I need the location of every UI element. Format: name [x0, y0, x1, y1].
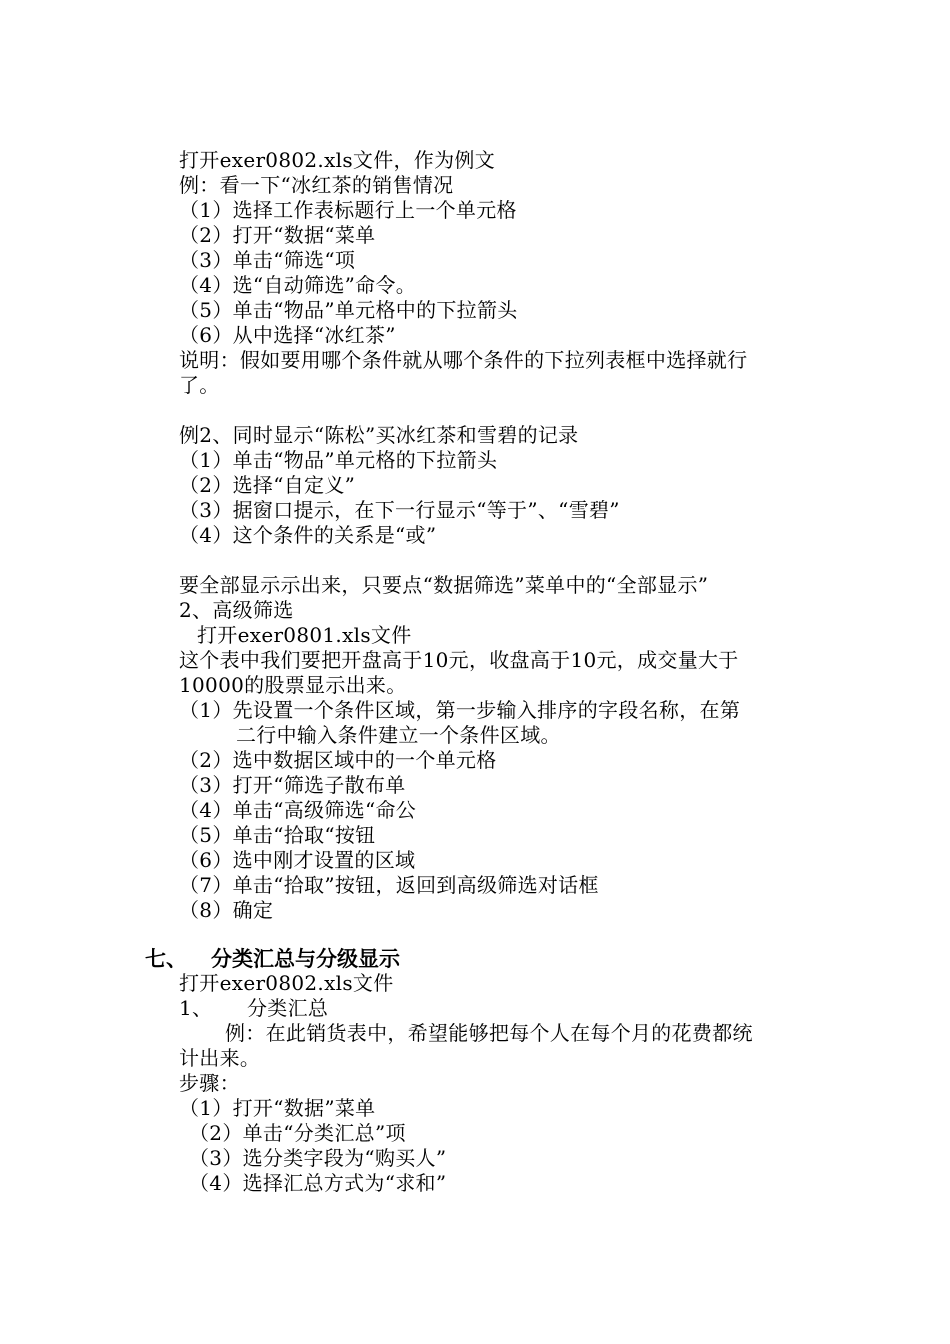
text-line-description: 10000的股票显示出来。 — [179, 673, 407, 697]
text-line-example: 例：看一下“冰红茶的销售情况 — [179, 173, 454, 197]
step-line: （1）单击“物品”单元格的下拉箭头 — [179, 448, 498, 472]
step-line: （2）选中数据区域中的一个单元格 — [179, 748, 497, 772]
text-line-example: 例：在此销货表中，希望能够把每个人在每个月的花费都统 — [225, 1021, 753, 1045]
text-line-example: 计出来。 — [179, 1046, 261, 1070]
step-line: （1）先设置一个条件区域，第一步输入排序的字段名称，在第 — [179, 698, 741, 722]
section-heading — [145, 946, 400, 972]
step-line: （4）选择汇总方式为“求和” — [189, 1171, 447, 1195]
text-line-open-file: 打开exer0801.xls文件 — [197, 623, 412, 647]
section-heading-text: 分类汇总与分级显示 — [211, 946, 400, 971]
step-line: （3）单击“筛选“项 — [179, 248, 356, 272]
step-line: （2）选择“自定义” — [179, 473, 356, 497]
text-line-open-file: 打开exer0802.xls文件 — [179, 971, 394, 995]
step-line: （4）这个条件的关系是“或” — [179, 523, 437, 547]
subsection-text: 分类汇总 — [247, 996, 329, 1020]
step-line: （3）选分类字段为“购买人” — [189, 1146, 447, 1170]
text-line-show-all: 要全部显示示出来，只要点“数据筛选”菜单中的“全部显示” — [179, 573, 709, 597]
step-line: （5）单击“物品”单元格中的下拉箭头 — [179, 298, 518, 322]
section-heading-number: 七、 — [145, 946, 187, 971]
subsection-title: 2、高级筛选 — [179, 598, 294, 622]
step-line: （1）选择工作表标题行上一个单元格 — [179, 198, 517, 222]
step-line-wrap: 二行中输入条件建立一个条件区域。 — [236, 723, 561, 747]
step-line: （8）确定 — [179, 898, 274, 922]
note-line: 说明：假如要用哪个条件就从哪个条件的下拉列表框中选择就行 — [179, 348, 748, 372]
step-line: （6）选中刚才设置的区域 — [179, 848, 416, 872]
step-line: （1）打开“数据”菜单 — [179, 1096, 376, 1120]
text-line-open-file: 打开exer0802.xls文件，作为例文 — [179, 148, 496, 172]
step-line: （2）打开“数据“菜单 — [179, 223, 376, 247]
step-line: （4）单击“高级筛选“命公 — [179, 798, 417, 822]
step-line: （3）打开“筛选子散布单 — [179, 773, 406, 797]
text-line-example2: 例2、同时显示“陈松”买冰红茶和雪碧的记录 — [179, 423, 579, 447]
step-line: （4）选“自动筛选”命令。 — [179, 273, 417, 297]
subsection-title — [179, 996, 328, 1021]
step-line: （7）单击“拾取”按钮，返回到高级筛选对话框 — [179, 873, 599, 897]
subsection-number: 1、 — [179, 996, 213, 1020]
note-line-end: 了。 — [179, 373, 220, 397]
text-line-description: 这个表中我们要把开盘高于10元，收盘高于10元，成交量大于 — [179, 648, 739, 672]
steps-label: 步骤： — [179, 1071, 240, 1095]
step-line: （2）单击“分类汇总”项 — [189, 1121, 406, 1145]
step-line: （5）单击“拾取“按钮 — [179, 823, 376, 847]
step-line: （6）从中选择“冰红茶” — [179, 323, 396, 347]
step-line: （3）据窗口提示，在下一行显示“等于”、“雪碧” — [179, 498, 620, 522]
